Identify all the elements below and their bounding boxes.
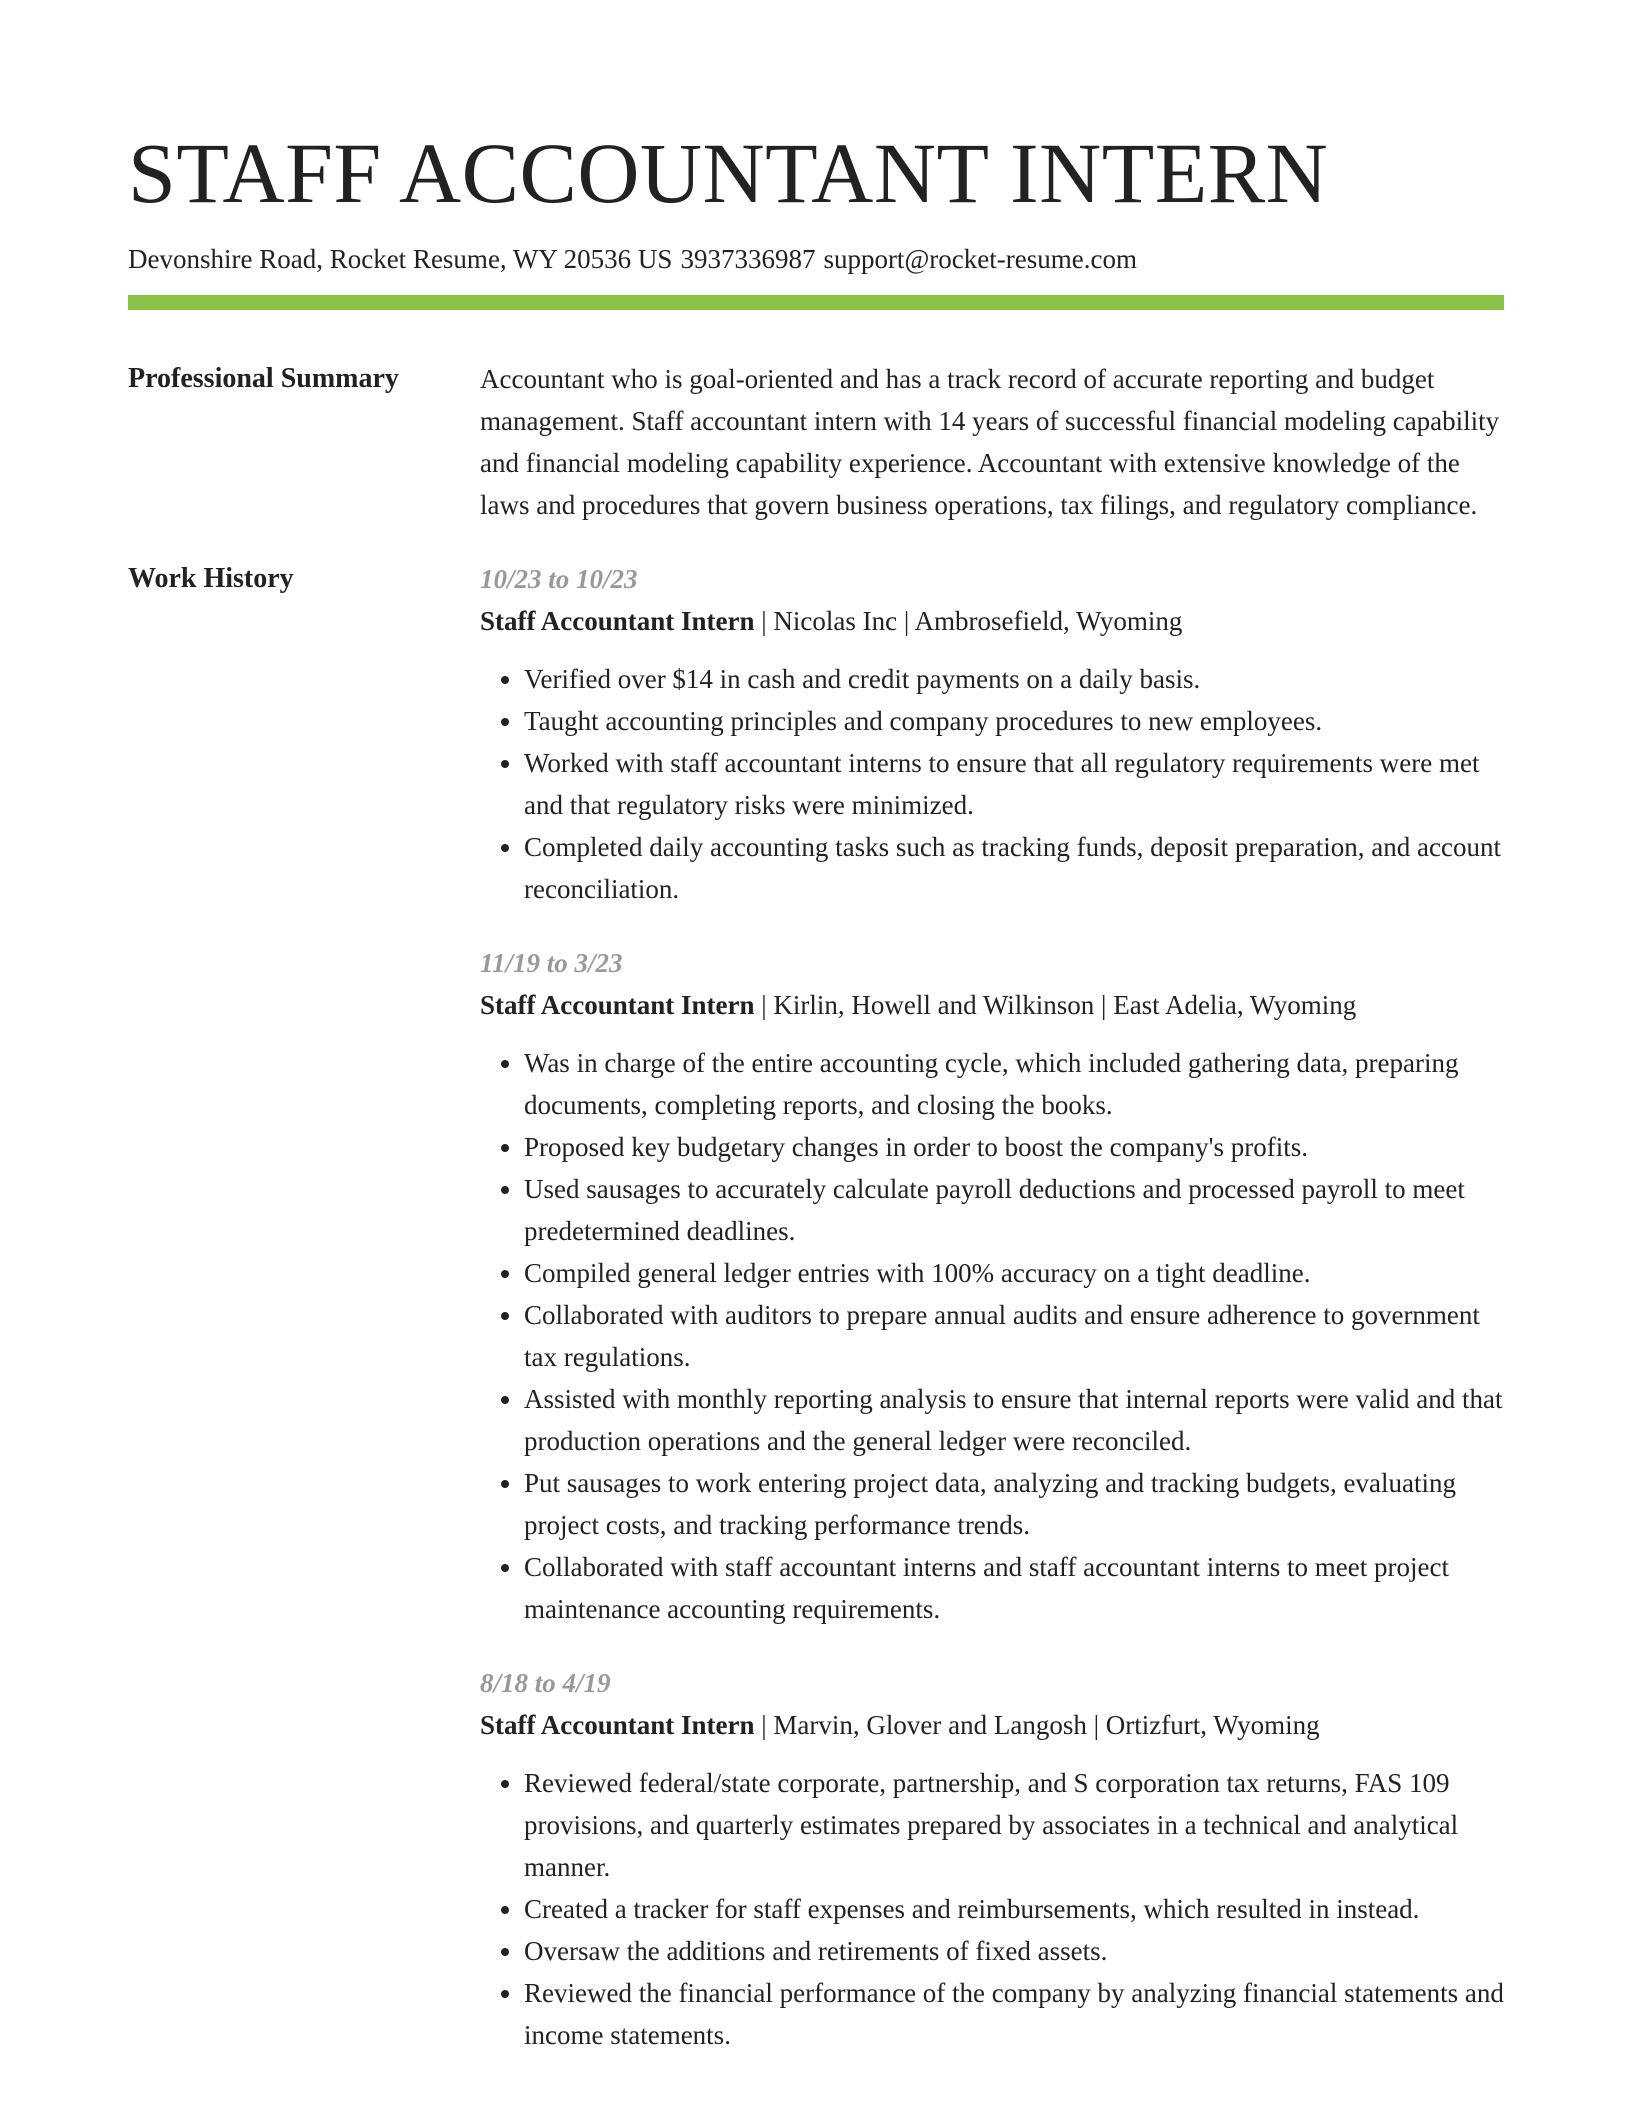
job-dates: 10/23 to 10/23 (480, 564, 638, 595)
job-title: Staff Accountant Intern (480, 606, 755, 637)
job-bullet: • Compiled general ledger entries with 100% accuracy on a tight deadline. (524, 1252, 1504, 1294)
job-bullet: • Created a tracker for staff expenses and reimbursements, which resulted in instead. (524, 1888, 1504, 1930)
contact-email: support@rocket-resume.com (823, 244, 1137, 274)
job-details: | Kirlin, Howell and Wilkinson | East Adelia, Wyoming (754, 990, 1357, 1021)
job-dates: 8/18 to 4/19 (480, 1668, 611, 1699)
header-divider (128, 295, 1504, 310)
job-bullet: • Oversaw the additions and retirements of fixed assets. (524, 1930, 1504, 1972)
professional-summary-section (128, 358, 1504, 526)
job-bullet: • Assisted with monthly reporting analysis to ensure that internal reports were valid and that production operations and the general ledger were reconciled. (524, 1378, 1504, 1462)
job-bullet: • Worked with staff accountant interns to ensure that all regulatory requirements were met and that regulatory risks were minimized. (524, 742, 1504, 826)
job-details: | Nicolas Inc | Ambrosefield, Wyoming (754, 606, 1183, 637)
resume-page (128, 118, 1504, 2088)
job-bullet: • Proposed key budgetary changes in order to boost the company's profits. (524, 1126, 1504, 1168)
job-bullet: • Was in charge of the entire accounting cycle, which included gathering data, preparing documents, completing reports, and closing the books. (524, 1042, 1504, 1126)
job-details: | Marvin, Glover and Langosh | Ortizfurt, Wyoming (754, 1710, 1320, 1741)
job-bullets (480, 1762, 1504, 2056)
job-bullet: • Taught accounting principles and company procedures to new employees. (524, 700, 1504, 742)
job-bullets (480, 658, 1504, 910)
work-history-list (480, 558, 1504, 2088)
job-bullet: • Verified over $14 in cash and credit payments on a daily basis. (524, 658, 1504, 700)
job-heading (480, 600, 1504, 642)
contact-line (128, 242, 1504, 277)
candidate-name: STAFF ACCOUNTANT INTERN (128, 125, 1329, 221)
job-bullet: • Used sausages to accurately calculate payroll deductions and processed payroll to meet predetermined deadlines. (524, 1168, 1504, 1252)
job-entry (480, 558, 1504, 910)
job-bullet: • Reviewed the financial performance of the company by analyzing financial statements and income statements. (524, 1972, 1504, 2056)
job-bullet: • Put sausages to work entering project data, analyzing and tracking budgets, evaluating project costs, and tracking performance trends. (524, 1462, 1504, 1546)
job-dates: 11/19 to 3/23 (480, 948, 623, 979)
section-label-work-history: Work History (128, 563, 294, 595)
work-history-section (128, 558, 1504, 2088)
contact-phone: 3937336987 (680, 244, 816, 274)
job-bullet: • Completed daily accounting tasks such as tracking funds, deposit preparation, and account reconciliation. (524, 826, 1504, 910)
contact-address: Devonshire Road, Rocket Resume, WY 20536 US (128, 244, 673, 274)
job-bullets (480, 1042, 1504, 1630)
job-heading (480, 984, 1504, 1026)
job-entry (480, 1662, 1504, 2056)
job-title: Staff Accountant Intern (480, 1710, 755, 1741)
job-bullet: • Collaborated with auditors to prepare annual audits and ensure adherence to government tax regulations. (524, 1294, 1504, 1378)
job-title: Staff Accountant Intern (480, 990, 755, 1021)
job-bullet: • Reviewed federal/state corporate, partnership, and S corporation tax returns, FAS 109 provisions, and quarterly estimates prepared by associates in a technical and analytical manner. (524, 1762, 1504, 1888)
job-heading (480, 1704, 1504, 1746)
job-entry (480, 942, 1504, 1630)
summary-text: Accountant who is goal-oriented and has a track record of accurate reporting and budget management. Staff accountant intern with 14 years of successful financial modeling capability and financial modeling capability experience. Accountant with extensive knowledge of the laws and procedures that govern business operations, tax filings, and regulatory compliance. (480, 364, 1500, 521)
section-label-summary: Professional Summary (128, 363, 399, 395)
job-bullet: • Collaborated with staff accountant interns and staff accountant interns to meet project maintenance accounting requirements. (524, 1546, 1504, 1630)
